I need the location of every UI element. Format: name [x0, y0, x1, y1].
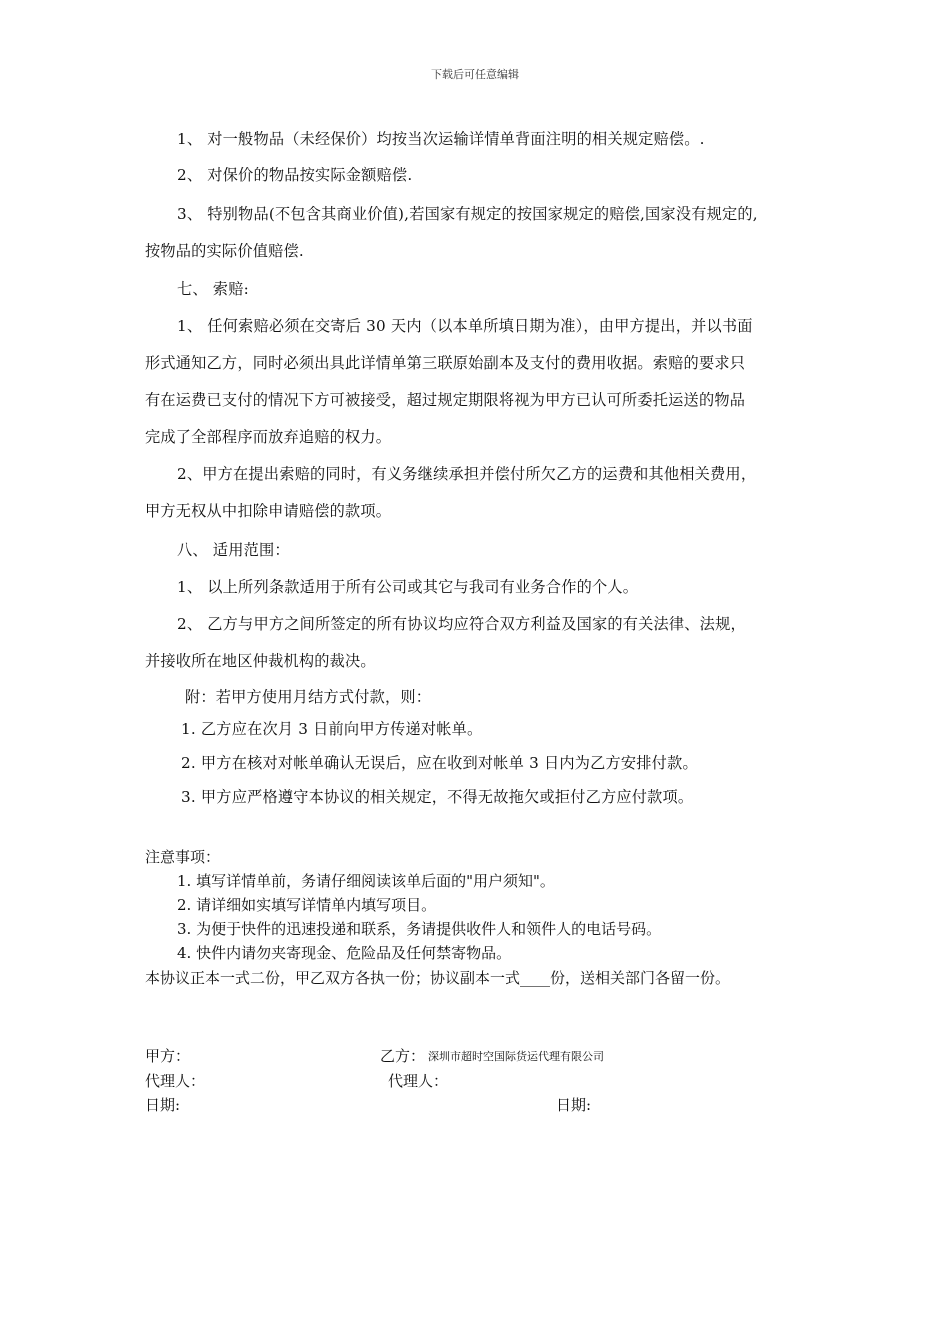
agent-b-label: 代理人： — [388, 1072, 449, 1090]
date-a-label: 日期: — [145, 1096, 181, 1114]
appendix-item-1: 1. 乙方应在次月 3 日前向甲方传递对帐单。 — [181, 720, 483, 738]
copies-statement: 本协议正本一式二份，甲乙双方各执一份；协议副本一式____份，送相关部门各留一份。 — [145, 969, 731, 987]
claim-item-1-line-2: 形式通知乙方，同时必须出具此详情单第三联原始副本及支付的费用收据。索赔的要求只 — [145, 354, 746, 372]
compensation-item-1: 1、 对一般物品（未经保价）均按当次运输详情单背面注明的相关规定赔偿。. — [177, 130, 705, 148]
scope-item-1: 1、 以上所列条款适用于所有公司或其它与我司有业务合作的个人。 — [177, 578, 639, 596]
notes-item-2: 2. 请详细如实填写详情单内填写项目。 — [177, 896, 437, 914]
appendix-title: 附：若甲方使用月结方式付款，则： — [185, 688, 432, 706]
party-a-label: 甲方： — [145, 1047, 191, 1065]
compensation-item-3-line-1: 3、 特别物品(不包含其商业价值),若国家有规定的按国家规定的赔偿,国家没有规定的, — [177, 205, 758, 223]
claim-item-1-line-4: 完成了全部程序而放弃追赔的权力。 — [145, 428, 392, 446]
notes-item-3: 3. 为便于快件的迅速投递和联系，务请提供收件人和领件人的电话号码。 — [177, 920, 662, 938]
scope-item-2-line-2: 并接收所在地区仲裁机构的裁决。 — [145, 652, 376, 670]
claim-item-2-line-1: 2、甲方在提出索赔的同时，有义务继续承担并偿付所欠乙方的运费和其他相关费用， — [177, 465, 757, 483]
compensation-item-3-line-2: 按物品的实际价值赔偿. — [145, 242, 304, 260]
claim-item-1-line-3: 有在运费已支付的情况下方可被接受，超过规定期限将视为甲方已认可所委托运送的物品 — [145, 391, 746, 409]
date-b-label: 日期: — [556, 1096, 592, 1114]
section-7-title: 七、 索赔: — [177, 280, 249, 298]
section-8-title: 八、 适用范围： — [177, 541, 290, 559]
appendix-item-2: 2. 甲方在核对对帐单确认无误后，应在收到对帐单 3 日内为乙方安排付款。 — [181, 754, 698, 772]
party-b-company-name: 深圳市超时空国际货运代理有限公司 — [428, 1050, 604, 1063]
party-b-label: 乙方： — [380, 1047, 426, 1065]
compensation-item-2: 2、 对保价的物品按实际金额赔偿. — [177, 166, 413, 184]
claim-item-1-line-1: 1、 任何索赔必须在交寄后 30 天内（以本单所填日期为准），由甲方提出，并以书面 — [177, 317, 753, 335]
scope-item-2-line-1: 2、 乙方与甲方之间所签定的所有协议均应符合双方利益及国家的有关法律、法规， — [177, 615, 746, 633]
appendix-item-3: 3. 甲方应严格遵守本协议的相关规定，不得无故拖欠或拒付乙方应付款项。 — [181, 788, 694, 806]
page-header: 下载后可任意编辑 — [431, 68, 519, 81]
notes-item-1: 1. 填写详情单前，务请仔细阅读该单后面的"用户须知"。 — [177, 872, 555, 890]
claim-item-2-line-2: 甲方无权从中扣除申请赔偿的款项。 — [145, 502, 392, 520]
notes-title: 注意事项： — [145, 848, 221, 866]
agent-a-label: 代理人： — [145, 1072, 206, 1090]
notes-item-4: 4. 快件内请勿夹寄现金、危险品及任何禁寄物品。 — [177, 944, 512, 962]
